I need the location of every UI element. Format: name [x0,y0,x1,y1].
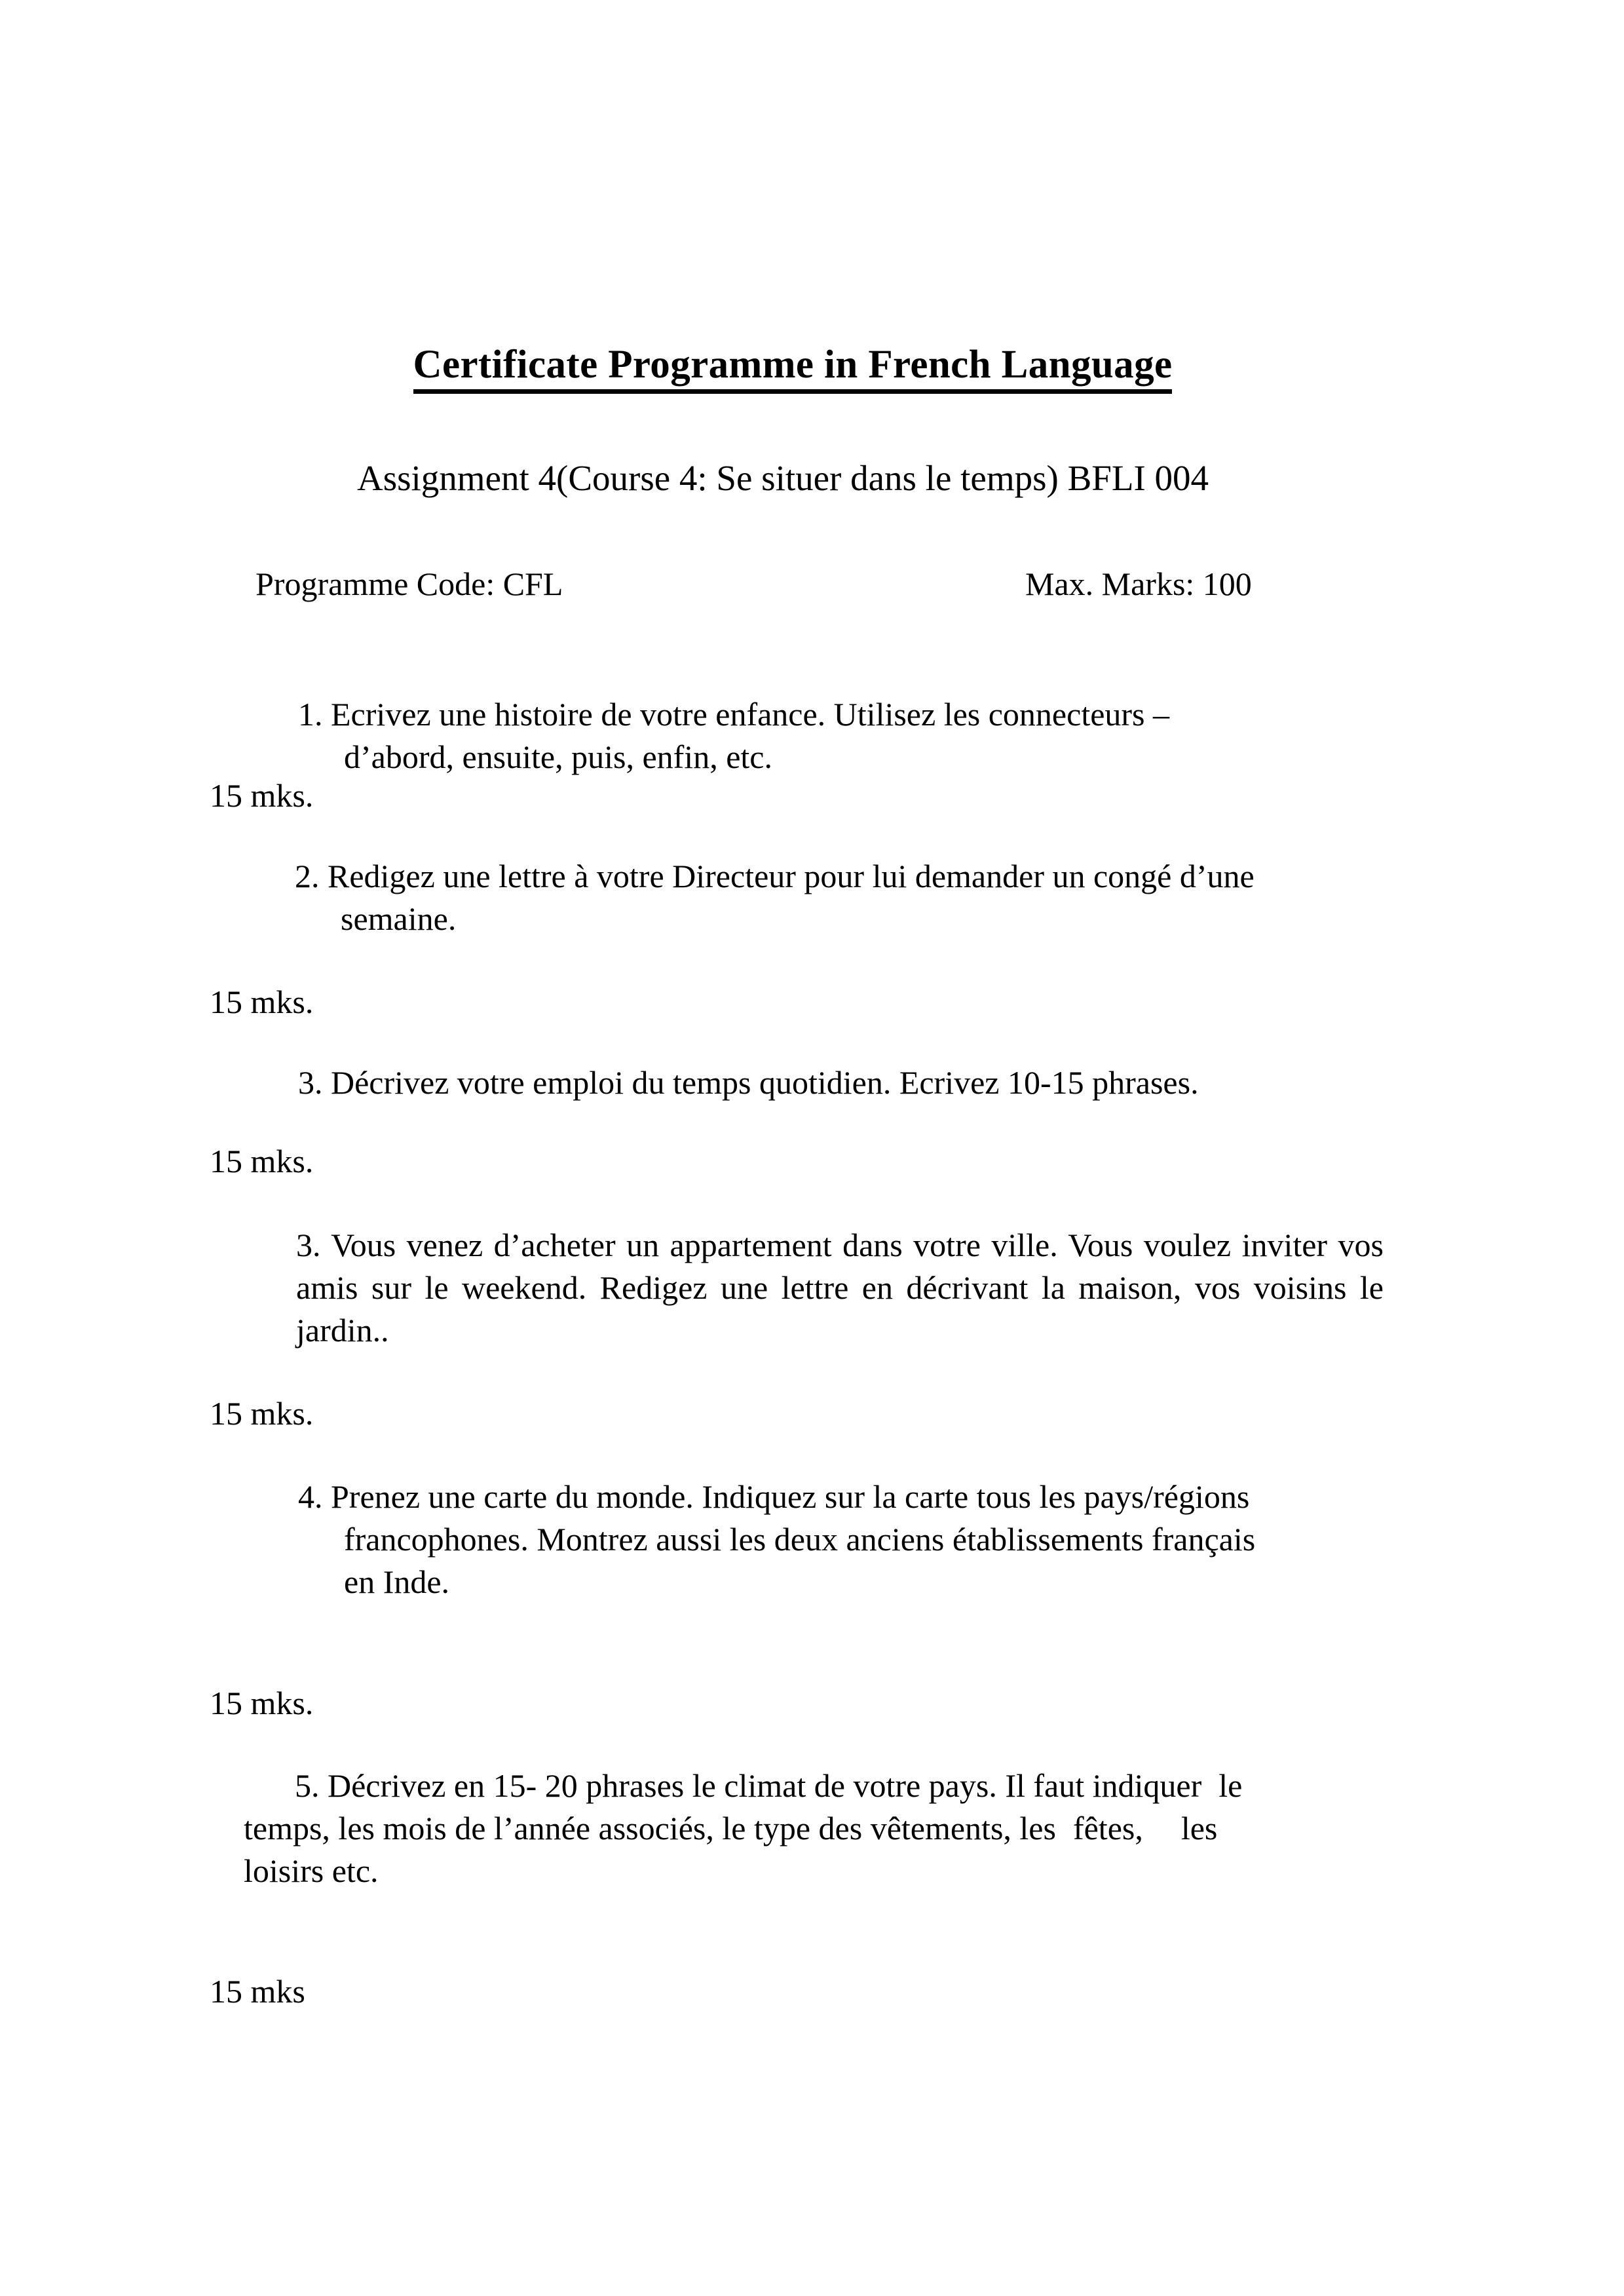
question-3b-body: Vous venez d’acheter un appartement dans votre ville. Vous voulez inviter vos amis sur le weekend. Redigez une lettre en décrivant la maison, vos voisins le jardin.. [296,1227,1384,1349]
question-5-part4: fêtes, [1072,1810,1143,1846]
question-5-number: 5. [295,1767,320,1804]
question-4-line3: en Inde. [344,1563,450,1600]
page-title [0,342,1585,388]
question-3a-number: 3. [298,1064,323,1101]
question-3b-number: 3. [296,1227,321,1263]
question-item-4 [298,1476,1445,1603]
question-5-part1: Décrivez en 15- 20 phrases le climat de votre pays. Il faut indiquer [328,1767,1202,1804]
question-item-2 [295,855,1441,940]
meta-row [255,565,1317,603]
question-5-marks: 15 mks [210,1973,305,2010]
question-1-line2: d’abord, ensuite, puis, enfin, etc. [344,738,772,775]
question-3b-marks: 15 mks. [210,1395,314,1432]
question-4-line2: francophones. Montrez aussi les deux anciens établissements français [344,1521,1256,1558]
question-4-line1: Prenez une carte du monde. Indiquez sur la carte tous les pays/régions [331,1478,1250,1515]
page-title-text: Certificate Programme in French Language [413,343,1173,394]
question-2-marks: 15 mks. [210,984,314,1020]
question-5-part5: les [1180,1810,1218,1846]
question-2-line1: Redigez une lettre à votre Directeur pour lui demander un congé d’une [328,858,1255,894]
question-3a-line1: Décrivez votre emploi du temps quotidien. Ecrivez 10-15 phrases. [331,1064,1199,1101]
question-2-number: 2. [295,858,320,894]
max-marks-label: Max. Marks: 100 [1025,565,1252,602]
question-item-3a [298,1062,1405,1104]
question-5-part6: loisirs etc. [244,1852,379,1889]
question-1-line1: Ecrivez une histoire de votre enfance. Utilisez les connecteurs – [331,696,1170,733]
assignment-subtitle: Assignment 4(Course 4: Se situer dans le temps) BFLI 004 [356,458,1209,498]
question-2-line2: semaine. [341,900,457,937]
question-4-number: 4. [298,1478,323,1515]
question-1-number: 1. [298,696,323,733]
question-item-5 [244,1765,1384,1892]
question-item-1 [298,693,1405,778]
question-item-3b [296,1224,1384,1394]
question-1-marks: 15 mks. [210,777,314,814]
question-3a-marks: 15 mks. [210,1143,314,1179]
question-5-part2: le [1218,1767,1243,1804]
question-5-part3: temps, les mois de l’année associés, le type des vêtements, les [244,1810,1056,1846]
question-4-marks: 15 mks. [210,1685,314,1721]
programme-code-label: Programme Code: CFL [255,565,563,602]
